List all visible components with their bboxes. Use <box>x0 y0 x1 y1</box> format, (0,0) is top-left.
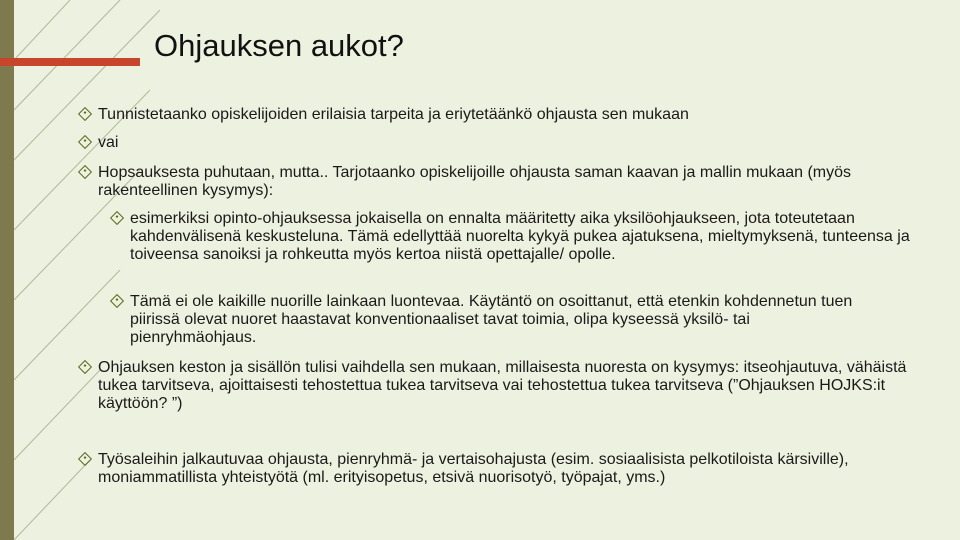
bullet-text: Tunnistetaanko opiskelijoiden erilaisia tarpeita ja eriytetäänkö ohjausta sen mukaan <box>98 106 689 123</box>
bullet-item <box>130 293 865 347</box>
bullet-item <box>98 106 948 124</box>
diamond-bullet-icon <box>78 135 92 149</box>
diamond-bullet-icon <box>78 165 92 179</box>
bullet-item <box>98 134 948 152</box>
bullet-item <box>130 210 945 264</box>
bullet-text: Ohjauksen keston ja sisällön tulisi vaihdella sen mukaan, millaisesta nuoresta on kysymys: itseohjautuva, vähäistä tukea tarvitseva, ajoittaisesti tehostettua tukea tarvitseva vai tehostettua tukea tarvitseva (”Ohjauksen HOJKS:it käyttöön? ”) <box>98 359 907 412</box>
diamond-bullet-icon <box>110 294 124 308</box>
diamond-bullet-icon <box>78 107 92 121</box>
bullet-item <box>98 359 918 413</box>
bullet-text: Työsaleihin jalkautuvaa ohjausta, pienryhmä- ja vertaisohajusta (esim. sosiaalisista pelkotiloista kärsiville), moniammatillista yhteistyötä (ml. erityisopetus, etsivä nuorisotyö, työpajat, yms.) <box>98 451 849 486</box>
diamond-bullet-icon <box>110 211 124 225</box>
bullet-text: Hopsauksesta puhutaan, mutta.. Tarjotaanko opiskelijoille ohjausta saman kaavan ja mallin mukaan (myös rakenteellinen kysymys): <box>98 164 852 199</box>
bullet-item <box>98 164 888 200</box>
slide-title: Ohjauksen aukot? <box>154 28 404 63</box>
bullet-text: esimerkiksi opinto-ohjauksessa jokaisella on ennalta määritetty aika yksilöohjaukseen, jota toteutetaan kahdenvälisenä keskusteluna. Tämä edellyttää nuorelta kykyä pukea ajatuksena, mieltymyksenä, tunteensa ja toiveensa sanoiksi ja rohkeutta myös kertoa niistä opettajalle/ opolle. <box>130 210 910 263</box>
diamond-bullet-icon <box>78 452 92 466</box>
bullet-text: Tämä ei ole kaikille nuorille lainkaan luontevaa. Käytäntö on osoittanut, että etenkin kohdennetun tuen piirissä olevat nuoret haastavat konventionaaliset tavat toimia, olipa kyseessä yksilö- tai pienryhmäohjaus. <box>130 293 853 346</box>
bullet-text: vai <box>98 134 119 151</box>
bullet-item <box>98 451 918 487</box>
diamond-bullet-icon <box>78 360 92 374</box>
